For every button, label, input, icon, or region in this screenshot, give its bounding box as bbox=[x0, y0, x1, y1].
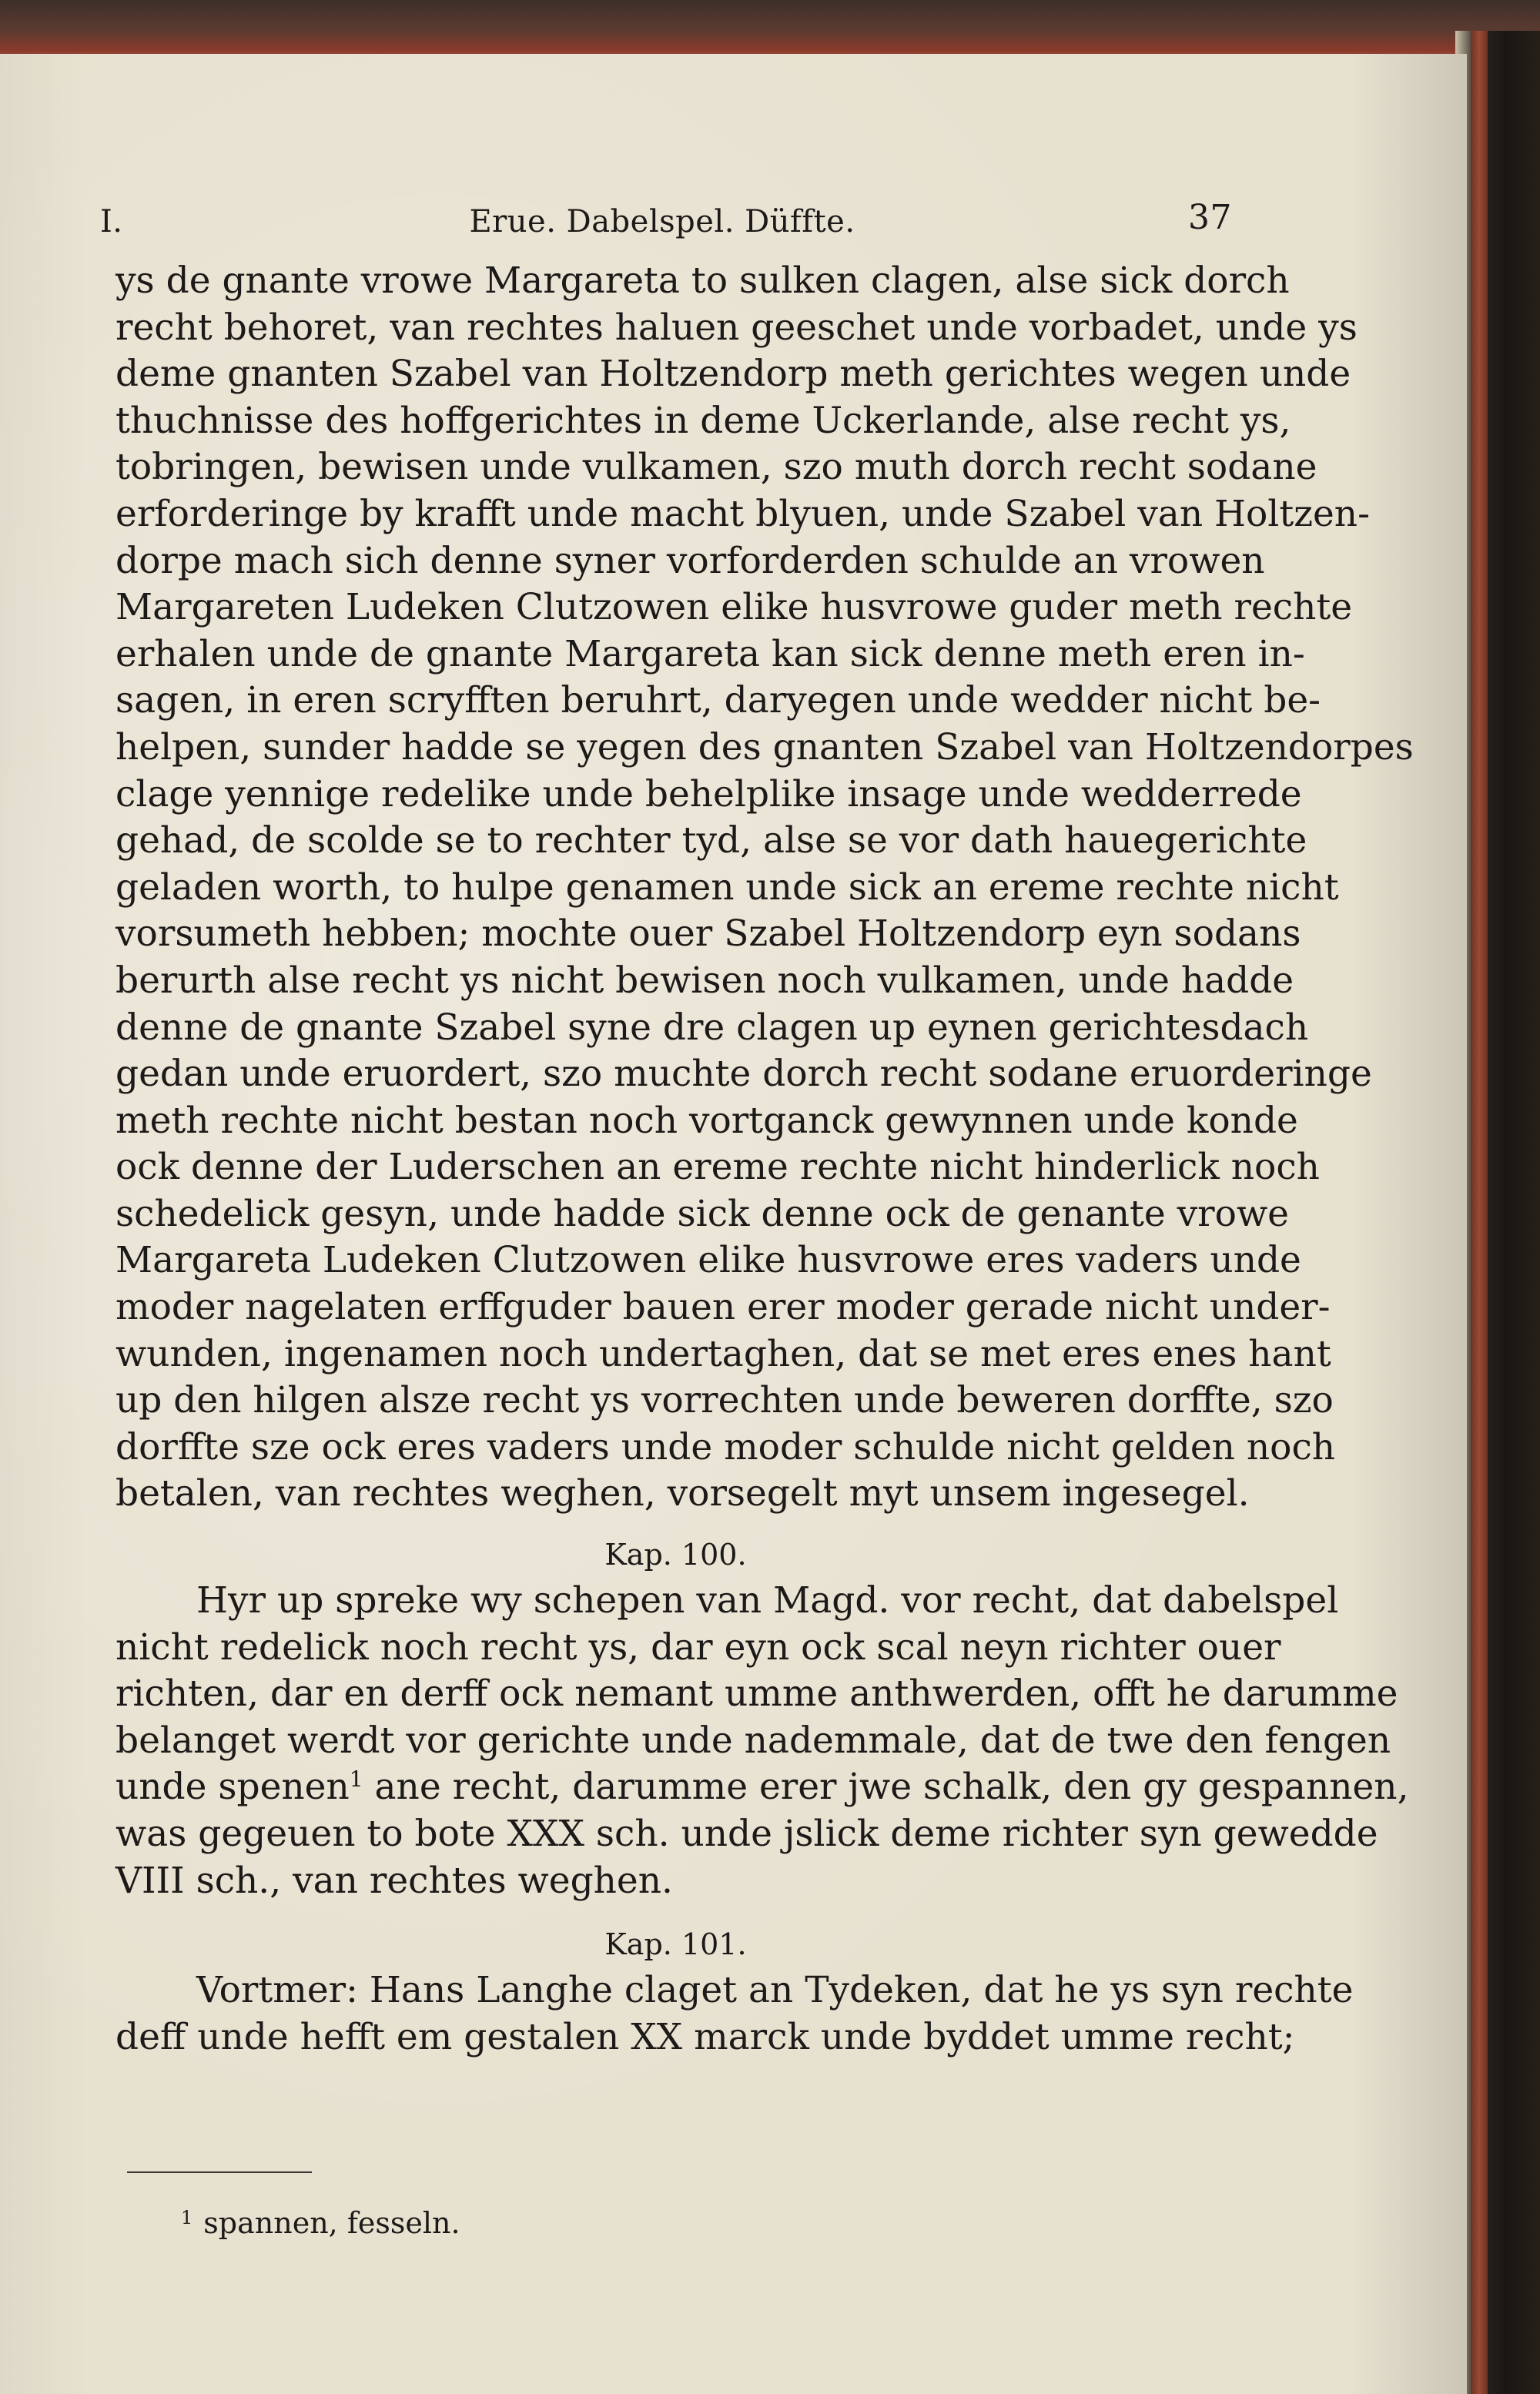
text-fragment: ane recht, darumme erer jwe schalk, den gy gespannen, bbox=[363, 1766, 1409, 1809]
text-line: sagen, in eren scryfften beruhrt, daryegen unde wedder nicht be- bbox=[116, 679, 1321, 722]
text-line: dorffte sze ock eres vaders unde moder schulde nicht gelden noch bbox=[116, 1425, 1336, 1468]
text-line: recht behoret, van rechtes haluen geeschet unde vorbadet, unde ys bbox=[116, 306, 1358, 349]
body-text bbox=[116, 258, 1414, 2061]
text-line: tobringen, bewisen unde vulkamen, szo muth dorch recht sodane bbox=[116, 446, 1317, 489]
footnote-separator bbox=[127, 2171, 312, 2173]
chapter-101-text bbox=[116, 1967, 1354, 2061]
chapter-heading-101: Kap. 101. bbox=[604, 1927, 747, 1962]
text-line: Margareten Ludeken Clutzowen elike husvrowe guder meth rechte bbox=[116, 586, 1353, 629]
text-line: deff unde hefft em gestalen XX marck unde byddet umme recht; bbox=[116, 2015, 1295, 2058]
section-number: I. bbox=[100, 204, 123, 239]
text-line: thuchnisse des hoffgerichtes in deme Uckerlande, alse recht ys, bbox=[116, 399, 1291, 442]
text-fragment: unde spenen bbox=[116, 1766, 350, 1809]
book-page bbox=[0, 54, 1467, 2394]
footnote-text: spannen, fesseln. bbox=[203, 2206, 460, 2240]
text-line: wunden, ingenamen noch undertaghen, dat se met eres enes hant bbox=[116, 1332, 1331, 1375]
text-line: gedan unde eruordert, szo muchte dorch recht sodane eruorderinge bbox=[116, 1053, 1372, 1096]
page-number: 37 bbox=[1188, 198, 1232, 237]
text-line: schedelick gesyn, unde hadde sick denne ock de genante vrowe bbox=[116, 1192, 1289, 1235]
text-line: richten, dar en derff ock nemant umme anthwerden, offt he darumme bbox=[116, 1672, 1398, 1716]
text-line: denne de gnante Szabel syne dre clagen up eynen gerichtesdach bbox=[116, 1006, 1309, 1049]
text-line: meth rechte nicht bestan noch vortganck gewynnen unde konde bbox=[116, 1099, 1298, 1142]
footnote-number: 1 bbox=[181, 2207, 193, 2228]
chapter-heading-100: Kap. 100. bbox=[604, 1538, 747, 1572]
text-line: gehad, de scolde se to rechter tyd, alse se vor dath hauegerichte bbox=[116, 819, 1307, 862]
text-line: dorpe mach sich denne syner vorforderden schulde an vrowen bbox=[116, 539, 1265, 582]
text-line: clage yennige redelike unde behelplike insage unde wedderrede bbox=[116, 772, 1302, 815]
text-line: Vortmer: Hans Langhe claget an Tydeken, dat he ys syn rechte bbox=[196, 1969, 1354, 2012]
text-line: nicht redelick noch recht ys, dar eyn ock scal neyn richter ouer bbox=[116, 1626, 1281, 1669]
footnote-marker: 1 bbox=[349, 1766, 363, 1793]
text-line: berurth alse recht ys nicht bewisen noch vulkamen, unde hadde bbox=[116, 959, 1294, 1002]
text-line: erhalen unde de gnante Margareta kan sick denne meth eren in- bbox=[116, 632, 1305, 675]
book-binding bbox=[1455, 31, 1540, 2394]
running-title: Erue. Dabelspel. Düffte. bbox=[469, 204, 855, 239]
book-binding-red-edge bbox=[1471, 31, 1488, 2394]
paragraph-1 bbox=[116, 258, 1414, 1518]
text-line: vorsumeth hebben; mochte ouer Szabel Holtzendorp eyn sodans bbox=[116, 912, 1301, 956]
text-line: belanget werdt vor gerichte unde nademmale, dat de twe den fengen bbox=[116, 1719, 1391, 1762]
text-line: moder nagelaten erffguder bauen erer moder gerade nicht under- bbox=[116, 1286, 1331, 1329]
text-line: deme gnanten Szabel van Holtzendorp meth gerichtes wegen unde bbox=[116, 353, 1351, 396]
text-line: geladen worth, to hulpe genamen unde sick an ereme rechte nicht bbox=[116, 866, 1339, 909]
text-line: up den hilgen alsze recht ys vorrechten unde beweren dorffte, szo bbox=[116, 1379, 1334, 1422]
running-head bbox=[92, 198, 1232, 250]
text-line-with-footnote bbox=[116, 1764, 1409, 1811]
text-line: ys de gnante vrowe Margareta to sulken clagen, alse sick dorch bbox=[116, 259, 1290, 302]
text-line: ock denne der Luderschen an ereme rechte nicht hinderlick noch bbox=[116, 1146, 1320, 1189]
text-line: erforderinge by krafft unde macht blyuen, unde Szabel van Holtzen- bbox=[116, 492, 1370, 535]
text-line: betalen, van rechtes weghen, vorsegelt myt unsem ingesegel. bbox=[116, 1472, 1250, 1515]
chapter-100-text bbox=[116, 1578, 1409, 1904]
text-line: Margareta Ludeken Clutzowen elike husvrowe eres vaders unde bbox=[116, 1239, 1301, 1282]
text-line: VIII sch., van rechtes weghen. bbox=[116, 1859, 673, 1902]
text-line: helpen, sunder hadde se yegen des gnanten Szabel van Holtzendorpes bbox=[116, 725, 1414, 768]
footnote bbox=[181, 2198, 460, 2242]
text-line: Hyr up spreke wy schepen van Magd. vor recht, dat dabelspel bbox=[196, 1579, 1339, 1622]
text-line: was gegeuen to bote XXX sch. unde jslick deme richter syn gewedde bbox=[116, 1813, 1378, 1855]
